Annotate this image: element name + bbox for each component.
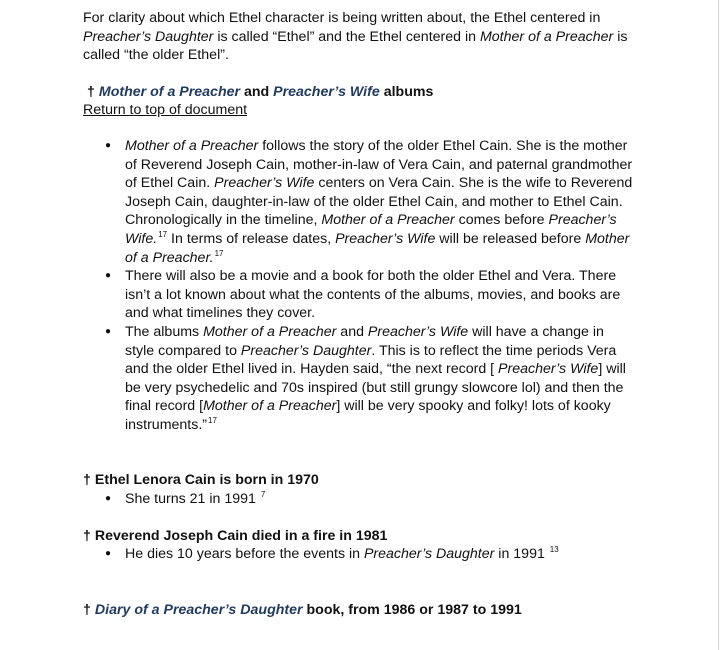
bullet-text: and <box>336 323 368 340</box>
diary-heading <box>83 601 633 620</box>
italic-title: Mother of a Preacher <box>321 212 455 229</box>
italic-title: Mother of a Preacher <box>203 398 337 415</box>
dagger-icon: † <box>83 472 91 489</box>
intro-text: is called “the older Ethel”. <box>83 28 628 64</box>
bullet-text: . This is to reflect the time periods Vera and the older Ethel lived in. Hayden said, “the next record [ <box>125 342 617 378</box>
born-bullet-list <box>83 490 633 509</box>
albums-heading <box>83 83 633 102</box>
bullet-text: The albums <box>125 323 204 340</box>
bullet-italic-title: Preacher’s Daughter <box>363 546 495 563</box>
list-item <box>83 323 633 435</box>
list-item <box>83 137 633 267</box>
bullet-text: will have a change in style compared to <box>125 323 604 359</box>
document-body <box>83 9 633 619</box>
intro-text: For clarity about which Ethel character is being written about, the Ethel centered in <box>83 10 601 26</box>
dagger-icon: † <box>83 527 91 544</box>
intro-text: is called “Ethel” and the Ethel centered in <box>213 28 480 45</box>
heading-text: Ethel Lenora Cain is born in 1970 <box>94 472 319 489</box>
italic-title: Mother of a Preacher <box>125 137 259 154</box>
footnote-ref[interactable]: 17 <box>214 248 224 258</box>
list-item <box>83 267 633 323</box>
dagger-icon: † <box>87 83 95 100</box>
bullet-text: follows the story of the older Ethel Cain. She is the mother of Reverend Joseph Cain, mother-in-law of Vera Cain, and paternal grandmother of Ethel Cain. <box>125 137 633 192</box>
italic-title: Preacher’s Wife <box>214 175 315 192</box>
italic-title: Mother of a Preacher. <box>125 230 630 266</box>
bullet-text: ] will be very psychedelic and 70s inspired (but still grungy slowcore lol) and then the final record [ <box>125 361 626 415</box>
italic-title: Preacher’s Daughter <box>240 342 372 359</box>
footnote-ref[interactable]: 17 <box>208 415 217 425</box>
dagger-icon: † <box>83 601 91 618</box>
bullet-text: comes before <box>454 212 549 229</box>
album-bullet-list <box>83 137 633 435</box>
bullet-text: centers on Vera Cain. She is the wife to Reverend Joseph Cain, daughter-in-law of the older Ethel Cain, and mother to Ethel Cain. Chronologically in the timeline, <box>125 175 633 229</box>
italic-title: Preacher’s Wife <box>335 230 436 247</box>
italic-title: Preacher’s Wife <box>367 323 469 340</box>
list-item <box>83 490 633 509</box>
intro-italic-title: Preacher’s Daughter <box>83 28 214 45</box>
footnote-ref[interactable]: 17 <box>158 229 168 239</box>
intro-paragraph <box>83 9 633 65</box>
footnote-ref[interactable]: 7 <box>260 490 266 500</box>
footnote-ref[interactable]: 13 <box>549 545 559 555</box>
heading-text: Reverend Joseph Cain died in a fire in 1981 <box>94 527 388 544</box>
heading-text: book, from 1986 or 1987 to 1991 <box>302 601 522 618</box>
bullet-text: in 1991 <box>494 546 549 563</box>
died-heading <box>83 527 633 546</box>
album-title-link[interactable]: Mother of a Preacher <box>98 83 241 100</box>
list-item <box>83 545 633 564</box>
return-to-top-link[interactable]: Return to top of document <box>83 102 248 119</box>
born-heading <box>83 471 633 490</box>
bullet-text: In terms of release dates, <box>167 230 336 247</box>
bullet-text: She turns 21 in 1991 <box>125 491 260 508</box>
bullet-text: He dies 10 years before the events in <box>125 546 364 563</box>
bullet-text: will be released before <box>435 230 586 247</box>
italic-title: Mother of a Preacher <box>203 323 337 340</box>
intro-italic-title: Mother of a Preacher <box>479 28 614 45</box>
heading-text: and <box>240 83 274 100</box>
italic-title: Preacher’s Wife. <box>125 212 617 247</box>
bullet-text: ] will be very spooky and folky! lots of kooky instruments.” <box>125 398 611 433</box>
album-title-link[interactable]: Preacher’s Wife <box>273 83 380 100</box>
bullet-text: There will also be a movie and a book for both the older Ethel and Vera. There isn’t a lot known about what the contents of the albums, movies, and books are and what timelines they cover. <box>125 268 621 322</box>
italic-title: Preacher’s Wife <box>498 361 599 378</box>
page-edge-divider <box>718 0 719 650</box>
heading-text: albums <box>379 83 434 100</box>
died-bullet-list <box>83 545 633 564</box>
book-title-link[interactable]: Diary of a Preacher’s Daughter <box>94 601 303 618</box>
